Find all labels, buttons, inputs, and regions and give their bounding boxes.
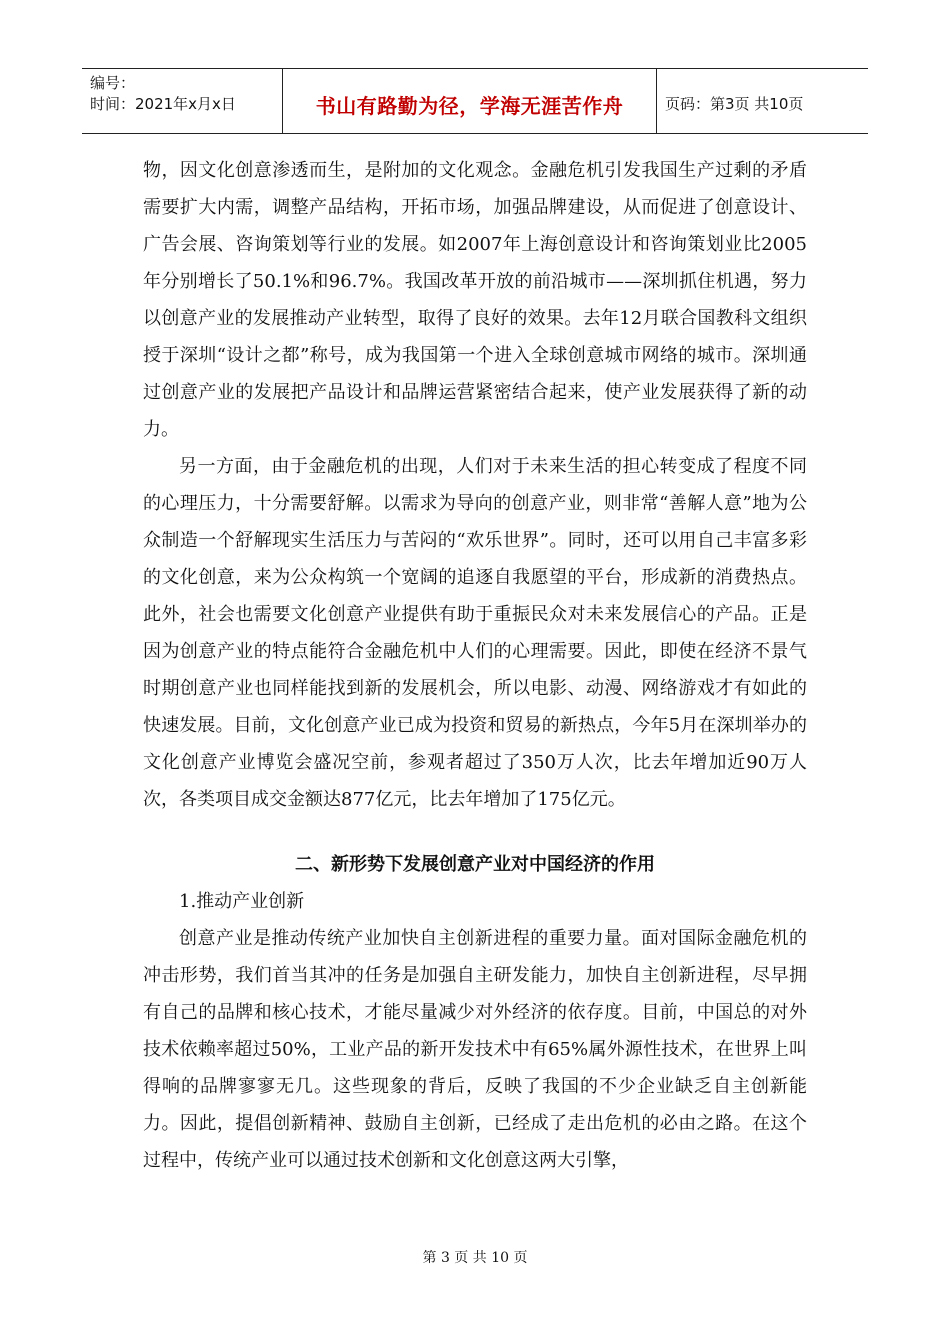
section-heading: 二、新形势下发展创意产业对中国经济的作用 [295,854,655,875]
header-page-info: 页码：第3页 共10页 [665,94,804,113]
header-info-cell [82,69,283,133]
section-gap [143,818,807,846]
header-motto: 书山有路勤为径，学海无涯苦作舟 [283,69,657,133]
page-footer: 第 3 页 共 10 页 [422,1250,528,1266]
page-header [82,68,868,134]
document-body [143,152,807,1179]
date-label: 时间：2021年x月x日 [90,95,236,113]
paragraph-1: 物，因文化创意渗透而生，是附加的文化观念。金融危机引发我国生产过剩的矛盾需要扩大内需，调整产品结构，开拓市场，加强品牌建设，从而促进了创意设计、广告会展、咨询策划等行业的发展。如2007年上海创意设计和咨询策划业比2005年分别增长了50.1%和96.7%。我国改革开放的前沿城市——深圳抓住机遇，努力以创意产业的发展推动产业转型，取得了良好的效果。去年12月联合国教科文组织授于深圳“设计之都”称号，成为我国第一个进入全球创意城市网络的城市。深圳通过创意产业的发展把产品设计和品牌运营紧密结合起来，使产业发展获得了新的动力。 [143,160,807,440]
serial-number-label: 编号： [90,74,136,92]
subheading: 1.推动产业创新 [179,891,305,912]
paragraph-3: 创意产业是推动传统产业加快自主创新进程的重要力量。面对国际金融危机的冲击形势，我们首当其冲的任务是加强自主研发能力，加快自主创新进程，尽早拥有自己的品牌和核心技术，才能尽量减少对外经济的依存度。目前，中国总的对外技术依赖率超过50%，工业产品的新开发技术中有65%属外源性技术，在世界上叫得响的品牌寥寥无几。这些现象的背后，反映了我国的不少企业缺乏自主创新能力。因此，提倡创新精神、鼓励自主创新，已经成了走出危机的必由之路。在这个过程中，传统产业可以通过技术创新和文化创意这两大引擎， [143,928,807,1171]
paragraph-2: 另一方面，由于金融危机的出现，人们对于未来生活的担心转变成了程度不同的心理压力，十分需要舒解。以需求为导向的创意产业，则非常“善解人意”地为公众制造一个舒解现实生活压力与苦闷的“欢乐世界”。同时，还可以用自己丰富多彩的文化创意，来为公众构筑一个宽阔的追逐自我愿望的平台，形成新的消费热点。此外，社会也需要文化创意产业提供有助于重振民众对未来发展信心的产品。正是因为创意产业的特点能符合金融危机中人们的心理需要。因此，即使在经济不景气时期创意产业也同样能找到新的发展机会，所以电影、动漫、网络游戏才有如此的快速发展。目前，文化创意产业已成为投资和贸易的新热点，今年5月在深圳举办的文化创意产业博览会盛况空前，参观者超过了350万人次，比去年增加近90万人次，各类项目成交金额达877亿元，比去年增加了175亿元。 [143,456,807,810]
